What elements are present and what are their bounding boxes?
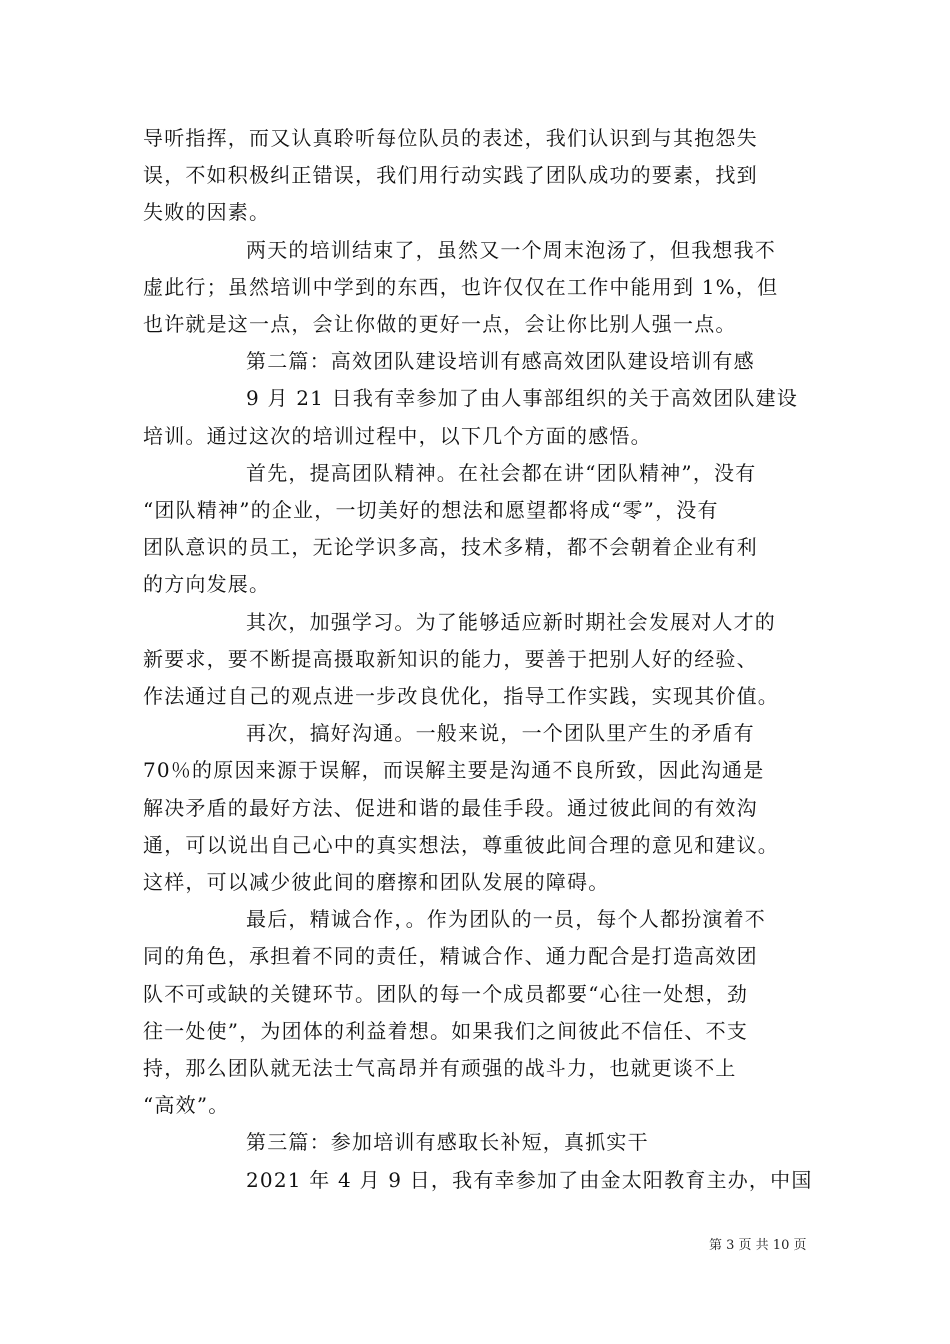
text-line: 队不可或缺的关键环节。团队的每一个成员都要“心往一处想，劲 xyxy=(143,981,749,1006)
text-line: 这样，可以减少彼此间的磨擦和团队发展的障碍。 xyxy=(143,870,610,895)
document-body xyxy=(143,120,823,1199)
text-line: 70％的原因来源于误解，而误解主要是沟通不良所致，因此沟通是 xyxy=(143,758,765,783)
text-line: 往一处使”，为团体的利益着想。如果我们之间彼此不信任、不支 xyxy=(143,1018,749,1043)
text-line: 失败的因素。 xyxy=(143,200,271,225)
text-line: 2021 年 4 月 9 日，我有幸参加了由金太阳教育主办，中国 xyxy=(246,1167,813,1192)
text-line: 同的角色，承担着不同的责任，精诚合作、通力配合是打造高效团 xyxy=(143,944,758,969)
text-line: 首先，提高团队精神。在社会都在讲“团队精神”，没有 xyxy=(246,460,757,485)
text-line: 其次，加强学习。为了能够适应新时期社会发展对人才的 xyxy=(246,609,776,634)
text-line: 虚此行；虽然培训中学到的东西，也许仅仅在工作中能用到 1%，但 xyxy=(143,274,779,299)
text-line: 培训。通过这次的培训过程中，以下几个方面的感悟。 xyxy=(143,423,652,448)
text-line: 作法通过自己的观点进一步改良优化，指导工作实践，实现其价值。 xyxy=(143,684,779,709)
text-line: 导听指挥，而又认真聆听每位队员的表述，我们认识到与其抱怨失 xyxy=(143,126,758,150)
text-line: 解决矛盾的最好方法、促进和谐的最佳手段。通过彼此间的有效沟 xyxy=(143,795,758,820)
text-line: 也许就是这一点，会让你做的更好一点，会让你比别人强一点。 xyxy=(143,312,737,337)
text-line: 第二篇：高效团队建设培训有感高效团队建设培训有感 xyxy=(246,349,755,374)
text-line: 9 月 21 日我有幸参加了由人事部组织的关于高效团队建设 xyxy=(246,386,799,411)
text-line: 团队意识的员工，无论学识多高，技术多精，都不会朝着企业有利 xyxy=(143,535,758,560)
text-line: 两天的培训结束了，虽然又一个周末泡汤了，但我想我不 xyxy=(246,237,776,262)
text-line: 第三篇：参加培训有感取长补短，真抓实干 xyxy=(246,1130,649,1155)
text-line: 新要求，要不断提高摄取新知识的能力，要善于把别人好的经验、 xyxy=(143,646,758,671)
page-number-footer: 第 3 页 共 10 页 xyxy=(709,1238,807,1253)
text-line: 通，可以说出自己心中的真实想法，尊重彼此间合理的意见和建议。 xyxy=(143,832,779,857)
text-line: 的方向发展。 xyxy=(143,572,271,597)
text-line: 误，不如积极纠正错误，我们用行动实践了团队成功的要素，找到 xyxy=(143,163,758,188)
text-line: “团队精神”的企业，一切美好的想法和愿望都将成“零”，没有 xyxy=(143,498,719,523)
text-line: 再次，搞好沟通。一般来说，一个团队里产生的矛盾有 xyxy=(246,721,755,746)
text-line: 最后，精诚合作，。作为团队的一员，每个人都扮演着不 xyxy=(246,907,766,932)
text-line: “高效”。 xyxy=(143,1093,230,1118)
text-line: 持，那么团队就无法士气高昂并有顽强的战斗力，也就更谈不上 xyxy=(143,1056,737,1081)
